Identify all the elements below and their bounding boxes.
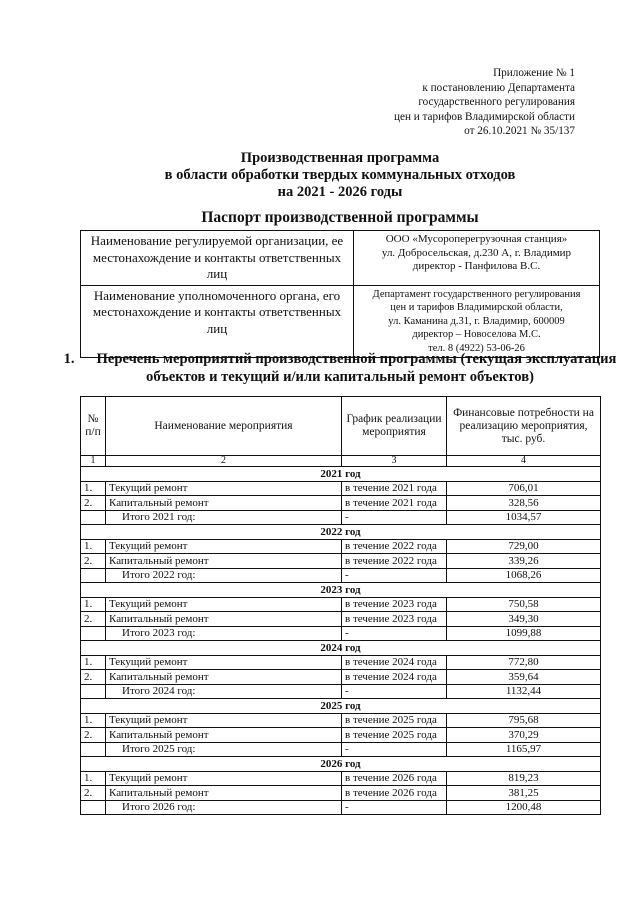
row-number: 2. [81,554,106,569]
title-line: Производственная программа [240,150,440,166]
row-amount: 772,80 [447,655,601,670]
row-name: Капитальный ремонт [106,786,342,801]
section-heading [60,350,620,386]
row-amount: 370,29 [447,728,601,743]
total-label: Итого 2022 год: [106,568,342,583]
total-amount: 1099,88 [447,626,601,641]
row-name: Капитальный ремонт [106,496,342,511]
header-number: № п/п [81,397,106,456]
total-number [81,742,106,757]
passport-value-line: ООО «Мусороперегрузочная станция» [385,233,568,245]
row-number: 1. [81,713,106,728]
table-row [81,786,601,801]
row-number: 1. [81,655,106,670]
year-label: 2024 год [81,641,601,656]
total-label: Итого 2026 год: [106,800,342,815]
year-row [81,583,601,598]
table-row [81,597,601,612]
row-schedule: в течение 2023 года [342,597,447,612]
row-amount: 750,58 [447,597,601,612]
passport-value-line: цен и тарифов Владимирской области, [390,302,563,313]
passport-value [354,285,600,358]
row-number: 1. [81,771,106,786]
total-schedule: - [342,742,447,757]
appendix-block [390,66,575,139]
table-row [81,670,601,685]
section-title: Перечень мероприятий производственной программы (текущая эксплуатация объектов и текущий и/или капитальный ремонт объектов) [96,351,617,385]
year-row [81,757,601,772]
row-name: Капитальный ремонт [106,612,342,627]
table-row [81,496,601,511]
total-row [81,800,601,815]
year-row [81,641,601,656]
appendix-line: от 26.10.2021 № 35/137 [464,125,575,138]
year-row [81,699,601,714]
row-number: 2. [81,786,106,801]
row-name: Текущий ремонт [106,771,342,786]
total-schedule: - [342,626,447,641]
total-amount: 1034,57 [447,510,601,525]
total-schedule: - [342,568,447,583]
passport-value-line: тел. 8 (4922) 53-06-26 [428,342,525,354]
row-schedule: в течение 2023 года [342,612,447,627]
table-row [81,728,601,743]
total-number [81,568,106,583]
row-amount: 706,01 [447,481,601,496]
passport-row [81,231,600,286]
column-number: 2 [106,456,342,467]
year-row [81,467,601,482]
passport-title: Паспорт производственной программы [201,209,479,226]
column-number-row [81,456,601,467]
total-number [81,684,106,699]
total-row [81,626,601,641]
table-row [81,713,601,728]
row-amount: 359,64 [447,670,601,685]
table-row [81,554,601,569]
row-amount: 349,30 [447,612,601,627]
total-schedule: - [342,684,447,699]
header-financing: Финансовые потребности на реализацию мероприятия, тыс. руб. [447,397,601,456]
row-name: Капитальный ремонт [106,728,342,743]
row-name: Текущий ремонт [106,539,342,554]
column-number: 4 [447,456,601,467]
year-label: 2021 год [81,467,601,482]
total-schedule: - [342,800,447,815]
total-label: Итого 2024 год: [106,684,342,699]
title-line: в области обработки твердых коммунальных отходов [164,166,516,183]
row-amount: 381,25 [447,786,601,801]
row-number: 1. [81,539,106,554]
appendix-line: цен и тарифов Владимирской области [394,110,575,123]
table-row [81,481,601,496]
row-schedule: в течение 2025 года [342,728,447,743]
row-name: Текущий ремонт [106,713,342,728]
passport-value-line: Департамент государственного регулирования [372,288,581,300]
year-label: 2023 год [81,583,601,598]
row-number: 2. [81,670,106,685]
header-name: Наименование мероприятия [106,397,342,456]
total-amount: 1068,26 [447,568,601,583]
appendix-line: к постановлению Департамента [422,81,575,94]
row-amount: 339,26 [447,554,601,569]
table-row [81,655,601,670]
row-schedule: в течение 2021 года [342,481,447,496]
column-number: 1 [81,456,106,467]
total-number [81,800,106,815]
header-schedule: График реализации мероприятия [342,397,447,456]
row-schedule: в течение 2022 года [342,539,447,554]
year-row [81,525,601,540]
total-amount: 1132,44 [447,684,601,699]
total-amount: 1165,97 [447,742,601,757]
total-row [81,742,601,757]
row-number: 2. [81,496,106,511]
total-schedule: - [342,510,447,525]
row-amount: 819,23 [447,771,601,786]
row-number: 1. [81,597,106,612]
passport-value-line: ул. Каманина д.31, г. Владимир, 600009 [388,315,565,327]
events-table [80,396,601,815]
total-row [81,568,601,583]
appendix-line: Приложение № 1 [493,67,575,79]
row-name: Капитальный ремонт [106,670,342,685]
year-label: 2026 год [81,757,601,772]
total-label: Итого 2023 год: [106,626,342,641]
row-schedule: в течение 2024 года [342,655,447,670]
passport-table [80,230,600,358]
row-name: Текущий ремонт [106,655,342,670]
table-header-row [81,397,601,456]
row-number: 1. [81,481,106,496]
passport-label: Наименование уполномоченного органа, его местонахождение и контакты ответственных лиц [81,285,354,358]
row-number: 2. [81,612,106,627]
row-amount: 729,00 [447,539,601,554]
row-name: Капитальный ремонт [106,554,342,569]
passport-label: Наименование регулируемой организации, ее местонахождение и контакты ответственных лиц [81,231,354,286]
total-amount: 1200,48 [447,800,601,815]
row-name: Текущий ремонт [106,481,342,496]
appendix-line: государственного регулирования [418,96,575,109]
passport-value [354,231,600,286]
passport-value-line: директор – Новоселова М.С. [412,329,541,340]
table-row [81,771,601,786]
total-row [81,684,601,699]
row-schedule: в течение 2021 года [342,496,447,511]
total-label: Итого 2021 год: [106,510,342,525]
row-amount: 328,56 [447,496,601,511]
table-row [81,612,601,627]
passport-value-line: ул. Добросельская, д.230 А, г. Владимир [381,246,572,259]
column-number: 3 [342,456,447,467]
section-number: 1. [63,351,75,367]
row-schedule: в течение 2024 года [342,670,447,685]
passport-row [81,285,600,358]
row-schedule: в течение 2025 года [342,713,447,728]
document-title [80,150,600,200]
row-number: 2. [81,728,106,743]
total-number [81,626,106,641]
title-line: на 2021 - 2026 годы [277,183,403,200]
row-schedule: в течение 2026 года [342,771,447,786]
passport-value-line: директор - Панфилова В.С. [412,260,541,272]
table-row [81,539,601,554]
row-name: Текущий ремонт [106,597,342,612]
year-label: 2022 год [81,525,601,540]
total-row [81,510,601,525]
row-amount: 795,68 [447,713,601,728]
total-label: Итого 2025 год: [106,742,342,757]
row-schedule: в течение 2022 года [342,554,447,569]
total-number [81,510,106,525]
year-label: 2025 год [81,699,601,714]
row-schedule: в течение 2026 года [342,786,447,801]
